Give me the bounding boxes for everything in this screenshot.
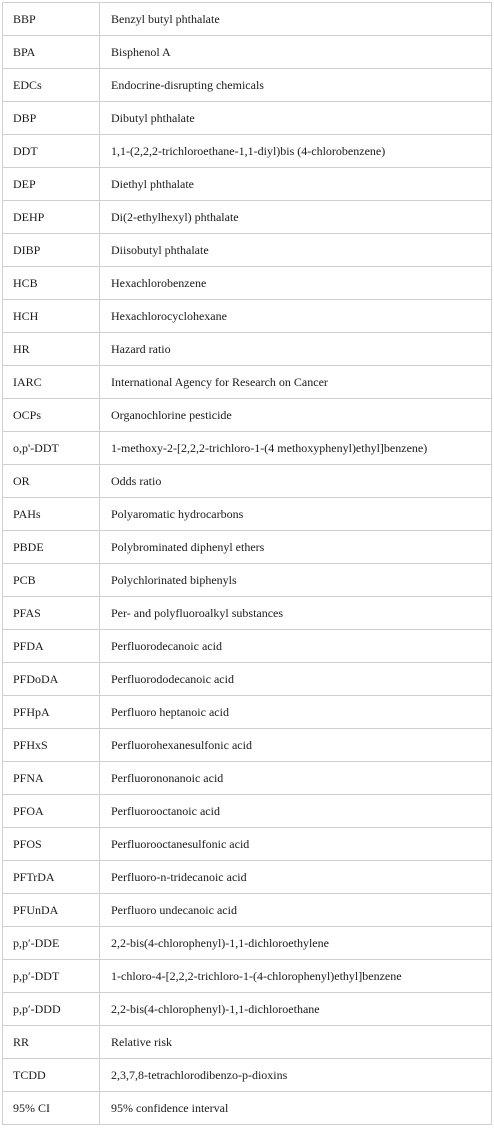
definition-cell: Hexachlorobenzene bbox=[100, 267, 492, 300]
table-row bbox=[3, 993, 492, 1026]
table-row bbox=[3, 69, 492, 102]
table-row bbox=[3, 1092, 492, 1125]
table-row bbox=[3, 36, 492, 69]
table-row bbox=[3, 498, 492, 531]
abbreviation-cell: PCB bbox=[3, 564, 100, 597]
abbreviation-cell: DDT bbox=[3, 135, 100, 168]
definition-cell: Perfluoro-n-tridecanoic acid bbox=[100, 861, 492, 894]
table-row bbox=[3, 564, 492, 597]
abbreviation-cell: PFHpA bbox=[3, 696, 100, 729]
abbreviation-cell: PFAS bbox=[3, 597, 100, 630]
table-row bbox=[3, 300, 492, 333]
definition-cell: Diethyl phthalate bbox=[100, 168, 492, 201]
definition-cell: Di(2-ethylhexyl) phthalate bbox=[100, 201, 492, 234]
definition-cell: Polychlorinated biphenyls bbox=[100, 564, 492, 597]
definition-cell: Diisobutyl phthalate bbox=[100, 234, 492, 267]
abbreviation-cell: RR bbox=[3, 1026, 100, 1059]
definition-cell: 1,1-(2,2,2-trichloroethane-1,1-diyl)bis (4-chlorobenzene) bbox=[100, 135, 492, 168]
definition-cell: Polyaromatic hydrocarbons bbox=[100, 498, 492, 531]
definition-cell: Polybrominated diphenyl ethers bbox=[100, 531, 492, 564]
abbreviation-cell: PFTrDA bbox=[3, 861, 100, 894]
abbreviation-cell: p,p′-DDD bbox=[3, 993, 100, 1026]
table-row bbox=[3, 630, 492, 663]
abbreviation-cell: 95% CI bbox=[3, 1092, 100, 1125]
table-row bbox=[3, 927, 492, 960]
definition-cell: Perfluorononanoic acid bbox=[100, 762, 492, 795]
abbreviation-cell: PFUnDA bbox=[3, 894, 100, 927]
definition-cell: Dibutyl phthalate bbox=[100, 102, 492, 135]
definition-cell: Organochlorine pesticide bbox=[100, 399, 492, 432]
definition-cell: 2,2-bis(4-chlorophenyl)-1,1-dichloroethane bbox=[100, 993, 492, 1026]
abbreviation-cell: DEHP bbox=[3, 201, 100, 234]
table-row bbox=[3, 828, 492, 861]
definition-cell: 2,2-bis(4-chlorophenyl)-1,1-dichloroethylene bbox=[100, 927, 492, 960]
table-row bbox=[3, 861, 492, 894]
table-row bbox=[3, 894, 492, 927]
table-row bbox=[3, 1026, 492, 1059]
definition-cell: Hexachlorocyclohexane bbox=[100, 300, 492, 333]
definition-cell: 1-methoxy-2-[2,2,2-trichloro-1-(4 methoxyphenyl)ethyl]benzene) bbox=[100, 432, 492, 465]
definition-cell: Perfluorodecanoic acid bbox=[100, 630, 492, 663]
definition-cell: Perfluorooctanesulfonic acid bbox=[100, 828, 492, 861]
table-row bbox=[3, 333, 492, 366]
table-row bbox=[3, 234, 492, 267]
table-row bbox=[3, 3, 492, 36]
table-row bbox=[3, 465, 492, 498]
abbreviation-cell: OCPs bbox=[3, 399, 100, 432]
abbreviation-cell: HCB bbox=[3, 267, 100, 300]
definition-cell: Perfluorohexanesulfonic acid bbox=[100, 729, 492, 762]
table-row bbox=[3, 102, 492, 135]
table-row bbox=[3, 267, 492, 300]
table-row bbox=[3, 729, 492, 762]
table-row bbox=[3, 201, 492, 234]
abbreviations-table bbox=[2, 2, 492, 1125]
definition-cell: Hazard ratio bbox=[100, 333, 492, 366]
definition-cell: Benzyl butyl phthalate bbox=[100, 3, 492, 36]
table-row bbox=[3, 795, 492, 828]
abbreviation-cell: BPA bbox=[3, 36, 100, 69]
definition-cell: 1-chloro-4-[2,2,2-trichloro-1-(4-chlorophenyl)ethyl]benzene bbox=[100, 960, 492, 993]
abbreviation-cell: HR bbox=[3, 333, 100, 366]
abbreviation-cell: PFOA bbox=[3, 795, 100, 828]
abbreviation-cell: DEP bbox=[3, 168, 100, 201]
abbreviations-table-body bbox=[3, 3, 492, 1125]
abbreviation-cell: BBP bbox=[3, 3, 100, 36]
definition-cell: Perfluorododecanoic acid bbox=[100, 663, 492, 696]
definition-cell: Perfluoro undecanoic acid bbox=[100, 894, 492, 927]
definition-cell: Endocrine-disrupting chemicals bbox=[100, 69, 492, 102]
definition-cell: Perfluoro heptanoic acid bbox=[100, 696, 492, 729]
table-row bbox=[3, 762, 492, 795]
table-row bbox=[3, 960, 492, 993]
abbreviation-cell: PFOS bbox=[3, 828, 100, 861]
definition-cell: 2,3,7,8-tetrachlorodibenzo-p-dioxins bbox=[100, 1059, 492, 1092]
abbreviation-cell: TCDD bbox=[3, 1059, 100, 1092]
table-row bbox=[3, 432, 492, 465]
definition-cell: Bisphenol A bbox=[100, 36, 492, 69]
abbreviation-cell: HCH bbox=[3, 300, 100, 333]
table-row bbox=[3, 696, 492, 729]
abbreviation-cell: PBDE bbox=[3, 531, 100, 564]
abbreviation-cell: DIBP bbox=[3, 234, 100, 267]
definition-cell: Odds ratio bbox=[100, 465, 492, 498]
abbreviation-cell: o,p'-DDT bbox=[3, 432, 100, 465]
abbreviation-cell: PFNA bbox=[3, 762, 100, 795]
abbreviation-cell: PAHs bbox=[3, 498, 100, 531]
abbreviation-cell: EDCs bbox=[3, 69, 100, 102]
table-row bbox=[3, 135, 492, 168]
definition-cell: Per- and polyfluoroalkyl substances bbox=[100, 597, 492, 630]
table-row bbox=[3, 663, 492, 696]
abbreviation-cell: PFDoDA bbox=[3, 663, 100, 696]
abbreviation-cell: OR bbox=[3, 465, 100, 498]
table-row bbox=[3, 531, 492, 564]
abbreviation-cell: p,p′-DDE bbox=[3, 927, 100, 960]
table-row bbox=[3, 366, 492, 399]
abbreviation-cell: PFDA bbox=[3, 630, 100, 663]
abbreviation-cell: p,p′-DDT bbox=[3, 960, 100, 993]
definition-cell: 95% confidence interval bbox=[100, 1092, 492, 1125]
table-row bbox=[3, 597, 492, 630]
abbreviation-cell: PFHxS bbox=[3, 729, 100, 762]
definition-cell: Relative risk bbox=[100, 1026, 492, 1059]
abbreviation-cell: IARC bbox=[3, 366, 100, 399]
definition-cell: International Agency for Research on Cancer bbox=[100, 366, 492, 399]
table-row bbox=[3, 1059, 492, 1092]
table-row bbox=[3, 168, 492, 201]
abbreviation-cell: DBP bbox=[3, 102, 100, 135]
table-row bbox=[3, 399, 492, 432]
definition-cell: Perfluorooctanoic acid bbox=[100, 795, 492, 828]
